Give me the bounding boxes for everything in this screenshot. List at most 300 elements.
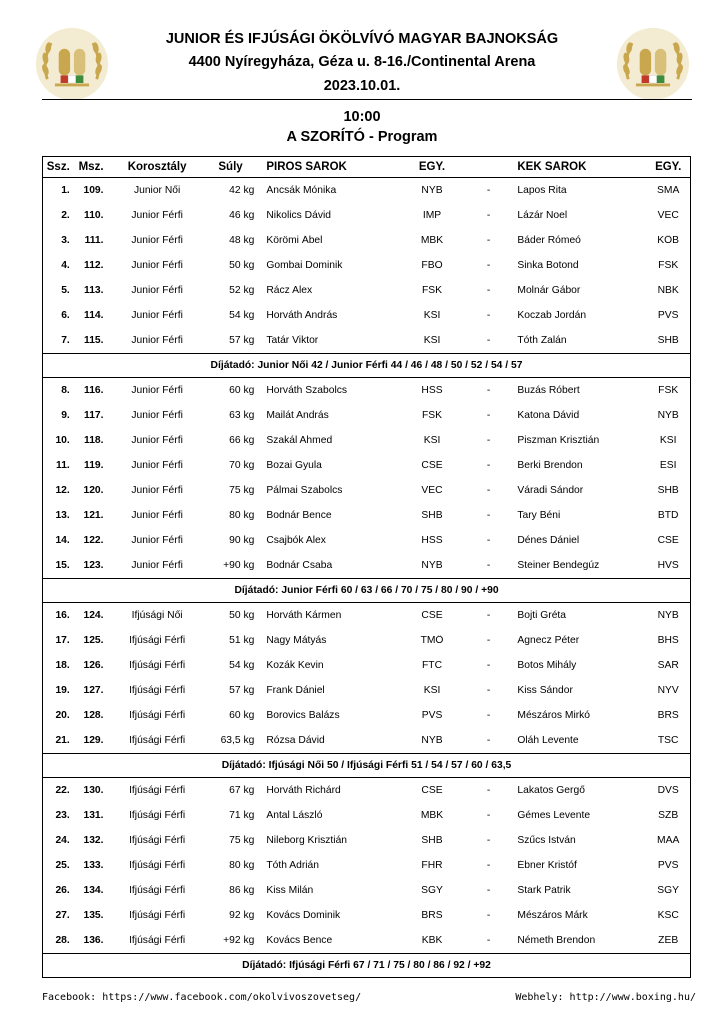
red-corner-name: Tóth Adrián [266, 860, 320, 871]
versus-dash: - [486, 560, 491, 571]
table-row [43, 803, 690, 828]
match-number: 123. [83, 560, 104, 571]
red-corner-club: FBO [421, 260, 443, 271]
age-category: Ifjúsági Férfi [129, 710, 186, 721]
match-number: 127. [83, 685, 104, 696]
blue-corner-club: SAR [657, 660, 679, 671]
versus-dash: - [486, 835, 491, 846]
versus-dash: - [486, 685, 491, 696]
event-date: 2023.10.01. [323, 78, 401, 94]
red-corner-name: Gombai Dominik [266, 260, 343, 271]
age-category: Junior Férfi [131, 535, 183, 546]
red-corner-club: NYB [421, 735, 443, 746]
bout-number: 8. [61, 385, 70, 396]
weight-class: 70 kg [229, 460, 255, 471]
match-number: 132. [83, 835, 104, 846]
blue-corner-club: SGY [657, 885, 680, 896]
table-row [43, 278, 690, 303]
match-number: 133. [83, 860, 104, 871]
red-corner-name: Borovics Balázs [266, 710, 340, 721]
column-header-egy-blue: EGY. [655, 161, 682, 173]
red-corner-club: KBK [421, 935, 443, 946]
age-category: Junior Férfi [131, 410, 183, 421]
blue-corner-name: Ébner Kristóf [517, 860, 577, 871]
table-row [43, 778, 690, 803]
weight-class: 86 kg [229, 885, 255, 896]
blue-corner-club: HVS [657, 560, 679, 571]
weight-class: 50 kg [229, 260, 255, 271]
program-time: 10:00 [343, 109, 381, 125]
header-divider [42, 99, 692, 100]
red-corner-club: IMP [422, 210, 442, 221]
table-row [43, 403, 690, 428]
match-number: 135. [83, 910, 104, 921]
column-header-msz: Msz. [78, 161, 104, 173]
red-corner-name: Nagy Mátyás [266, 635, 327, 646]
weight-class: 75 kg [229, 485, 255, 496]
age-category: Junior Férfi [131, 460, 183, 471]
match-number: 134. [83, 885, 104, 896]
age-category: Junior Férfi [131, 310, 183, 321]
blue-corner-name: Bojti Gréta [517, 610, 567, 621]
award-ceremony-row: Díjátadó: Ifjúsági Férfi 67 / 71 / 75 / 80 / 86 / 92 / +92 [43, 953, 690, 977]
table-row [43, 653, 690, 678]
table-row [43, 253, 690, 278]
age-category: Ifjúsági Férfi [129, 785, 186, 796]
weight-class: 63 kg [229, 410, 255, 421]
versus-dash: - [486, 385, 491, 396]
match-number: 131. [83, 810, 104, 821]
weight-class: 60 kg [229, 385, 255, 396]
match-number: 126. [83, 660, 104, 671]
bout-number: 14. [55, 535, 70, 546]
match-number: 128. [83, 710, 104, 721]
versus-dash: - [486, 910, 491, 921]
versus-dash: - [486, 735, 491, 746]
blue-corner-club: NYB [657, 610, 679, 621]
table-row [43, 828, 690, 853]
versus-dash: - [486, 460, 491, 471]
age-category: Junior Férfi [131, 385, 183, 396]
table-row [43, 453, 690, 478]
age-category: Ifjúsági Férfi [129, 635, 186, 646]
blue-corner-name: Gémes Levente [517, 810, 591, 821]
blue-corner-club: ZEB [658, 935, 679, 946]
red-corner-name: Horváth Richárd [266, 785, 341, 796]
age-category: Ifjúsági Női [131, 610, 183, 621]
red-corner-name: Frank Dániel [266, 685, 325, 696]
bout-program-table [42, 156, 691, 978]
red-corner-club: PVS [421, 710, 443, 721]
blue-corner-club: MAA [657, 835, 680, 846]
match-number: 109. [83, 185, 104, 196]
red-corner-club: BRS [421, 910, 443, 921]
age-category: Ifjúsági Férfi [129, 835, 186, 846]
bout-number: 25. [55, 860, 70, 871]
red-corner-club: CSE [421, 460, 443, 471]
bout-number: 19. [55, 685, 70, 696]
table-row [43, 178, 690, 203]
bout-number: 3. [61, 235, 70, 246]
blue-corner-name: Oláh Levente [517, 735, 579, 746]
weight-class: 90 kg [229, 535, 255, 546]
blue-corner-club: NBK [657, 285, 679, 296]
weight-class: +90 kg [223, 560, 255, 571]
blue-corner-club: KSC [657, 910, 679, 921]
weight-class: 71 kg [229, 810, 255, 821]
red-corner-club: FHR [421, 860, 443, 871]
red-corner-name: Nileborg Krisztián [266, 835, 348, 846]
bout-number: 7. [61, 335, 70, 346]
program-subtitle: A SZORÍTÓ - Program [286, 129, 438, 145]
match-number: 115. [84, 335, 104, 346]
versus-dash: - [486, 885, 491, 896]
red-corner-club: FSK [421, 410, 443, 421]
red-corner-club: MBK [420, 810, 444, 821]
footer-website-link[interactable]: Webhely: http://www.boxing.hu/ [515, 992, 696, 1003]
weight-class: +92 kg [223, 935, 255, 946]
versus-dash: - [486, 610, 491, 621]
match-number: 114. [84, 310, 104, 321]
match-number: 125. [83, 635, 104, 646]
red-corner-club: KSI [423, 310, 441, 321]
red-corner-name: Bozai Gyula [266, 460, 322, 471]
match-number: 112. [84, 260, 104, 271]
bout-number: 2. [61, 210, 70, 221]
weight-class: 92 kg [229, 910, 255, 921]
column-header-ssz: Ssz. [46, 161, 70, 173]
age-category: Junior Férfi [131, 485, 183, 496]
blue-corner-name: Kiss Sándor [517, 685, 573, 696]
age-category: Junior Férfi [131, 510, 183, 521]
column-header-suly: Súly [218, 161, 243, 173]
event-title: JUNIOR ÉS IFJÚSÁGI ÖKÖLVÍVÓ MAGYAR BAJNOKSÁG [165, 31, 559, 47]
weight-class: 48 kg [229, 235, 255, 246]
age-category: Junior Férfi [131, 235, 183, 246]
match-number: 113. [84, 285, 104, 296]
red-corner-club: SHB [421, 510, 443, 521]
blue-corner-name: Piszman Krisztián [517, 435, 600, 446]
column-header-egy-red: EGY. [418, 161, 446, 173]
red-corner-name: Rózsa Dávid [266, 735, 325, 746]
weight-class: 63,5 kg [220, 735, 255, 746]
red-corner-club: NYB [421, 185, 443, 196]
weight-class: 57 kg [229, 685, 255, 696]
bout-number: 20. [55, 710, 70, 721]
blue-corner-club: ESI [659, 460, 677, 471]
age-category: Junior Női [133, 185, 181, 196]
blue-corner-club: VEC [657, 210, 679, 221]
red-corner-name: Kozák Kevin [266, 660, 324, 671]
table-row [43, 678, 690, 703]
versus-dash: - [486, 285, 491, 296]
weight-class: 52 kg [229, 285, 255, 296]
bout-number: 12. [55, 485, 70, 496]
table-row [43, 378, 690, 403]
red-corner-name: Kovács Dominik [266, 910, 341, 921]
red-corner-club: CSE [421, 785, 443, 796]
weight-class: 60 kg [229, 710, 255, 721]
red-corner-club: KSI [423, 335, 441, 346]
blue-corner-club: SHB [657, 335, 679, 346]
blue-corner-name: Tóth Zalán [517, 335, 567, 346]
age-category: Ifjúsági Férfi [129, 735, 186, 746]
award-ceremony-row: Díjátadó: Junior Férfi 60 / 63 / 66 / 70 / 75 / 80 / 90 / +90 [43, 578, 690, 603]
table-row [43, 703, 690, 728]
blue-corner-name: Koczab Jordán [517, 310, 587, 321]
table-row [43, 528, 690, 553]
weight-class: 51 kg [229, 635, 255, 646]
match-number: 122. [83, 535, 104, 546]
versus-dash: - [486, 485, 491, 496]
versus-dash: - [486, 785, 491, 796]
match-number: 129. [83, 735, 104, 746]
blue-corner-club: NYB [657, 410, 679, 421]
weight-class: 80 kg [229, 860, 255, 871]
red-corner-name: Szakál Ahmed [266, 435, 333, 446]
blue-corner-name: Tary Béni [517, 510, 561, 521]
weight-class: 75 kg [229, 835, 255, 846]
bout-number: 1. [61, 185, 70, 196]
table-row [43, 728, 690, 753]
column-header-korosztaly: Korosztály [127, 161, 187, 173]
blue-corner-club: SHB [657, 485, 679, 496]
match-number: 110. [84, 210, 104, 221]
blue-corner-name: Berki Brendon [517, 460, 583, 471]
bout-number: 24. [55, 835, 70, 846]
blue-corner-name: Molnár Gábor [517, 285, 581, 296]
blue-corner-name: Steiner Bendegúz [517, 560, 600, 571]
blue-corner-club: BRS [657, 710, 679, 721]
blue-corner-club: CSE [657, 535, 679, 546]
versus-dash: - [486, 635, 491, 646]
table-row [43, 503, 690, 528]
red-corner-name: Pálmai Szabolcs [266, 485, 343, 496]
blue-corner-club: PVS [657, 310, 679, 321]
age-category: Junior Férfi [131, 260, 183, 271]
age-category: Ifjúsági Férfi [129, 910, 186, 921]
versus-dash: - [486, 935, 491, 946]
footer-facebook-link[interactable]: Facebook: https://www.facebook.com/okolvivoszovetseg/ [42, 992, 362, 1003]
bout-number: 16. [55, 610, 70, 621]
table-row [43, 428, 690, 453]
blue-corner-name: Váradi Sándor [517, 485, 584, 496]
column-header-piros-sarok: PIROS SAROK [266, 161, 347, 173]
age-category: Ifjúsági Férfi [129, 935, 186, 946]
versus-dash: - [486, 710, 491, 721]
red-corner-name: Tatár Viktor [266, 335, 319, 346]
red-corner-club: FSK [421, 285, 443, 296]
red-corner-name: Nikolics Dávid [266, 210, 332, 221]
weight-class: 57 kg [229, 335, 255, 346]
blue-corner-name: Báder Rómeó [517, 235, 581, 246]
column-header-kek-sarok: KÉK SAROK [517, 161, 587, 173]
blue-corner-club: KSI [659, 435, 677, 446]
red-corner-club: MBK [420, 235, 444, 246]
table-row [43, 628, 690, 653]
match-number: 124. [83, 610, 104, 621]
red-corner-club: NYB [421, 560, 443, 571]
table-row [43, 303, 690, 328]
bout-number: 17. [55, 635, 70, 646]
versus-dash: - [486, 660, 491, 671]
versus-dash: - [486, 235, 491, 246]
blue-corner-name: Németh Brendon [517, 935, 596, 946]
bout-number: 28. [55, 935, 70, 946]
blue-corner-club: BTD [657, 510, 679, 521]
bout-number: 26. [55, 885, 70, 896]
versus-dash: - [486, 210, 491, 221]
bout-number: 6. [61, 310, 70, 321]
versus-dash: - [486, 810, 491, 821]
match-number: 130. [83, 785, 104, 796]
age-category: Junior Férfi [131, 210, 183, 221]
blue-corner-club: SZB [658, 810, 679, 821]
blue-corner-club: DVS [657, 785, 679, 796]
weight-class: 42 kg [229, 185, 255, 196]
match-number: 119. [84, 460, 104, 471]
red-corner-name: Körömi Ábel [266, 235, 323, 246]
red-corner-name: Horváth Kármen [266, 610, 342, 621]
match-number: 116. [84, 385, 104, 396]
weight-class: 50 kg [229, 610, 255, 621]
red-corner-club: CSE [421, 610, 443, 621]
age-category: Junior Férfi [131, 435, 183, 446]
weight-class: 80 kg [229, 510, 255, 521]
blue-corner-name: Lapos Rita [517, 185, 567, 196]
red-corner-name: Bodnár Csaba [266, 560, 333, 571]
bout-number: 4. [61, 260, 70, 271]
award-ceremony-row: Díjátadó: Ifjúsági Női 50 / Ifjúsági Férfi 51 / 54 / 57 / 60 / 63,5 [43, 753, 690, 778]
versus-dash: - [486, 185, 491, 196]
bout-number: 27. [55, 910, 70, 921]
table-row [43, 478, 690, 503]
bout-number: 22. [55, 785, 70, 796]
age-category: Ifjúsági Férfi [129, 885, 186, 896]
blue-corner-name: Stark Patrik [517, 885, 571, 896]
bout-number: 11. [56, 460, 70, 471]
table-row [43, 878, 690, 903]
blue-corner-club: FSK [658, 385, 679, 396]
versus-dash: - [486, 410, 491, 421]
blue-corner-name: Mészáros Márk [517, 910, 588, 921]
match-number: 120. [83, 485, 104, 496]
table-row [43, 603, 690, 628]
versus-dash: - [486, 310, 491, 321]
red-corner-name: Kovács Bence [266, 935, 333, 946]
table-row [43, 328, 690, 353]
weight-class: 66 kg [229, 435, 255, 446]
blue-corner-name: Lakatos Gergő [517, 785, 585, 796]
versus-dash: - [486, 510, 491, 521]
red-corner-name: Horváth Szabolcs [266, 385, 348, 396]
bout-number: 21. [55, 735, 70, 746]
blue-corner-club: KÖB [657, 235, 680, 246]
blue-corner-name: Botos Mihály [517, 660, 577, 671]
blue-corner-name: Dénes Dániel [517, 535, 580, 546]
match-number: 121. [83, 510, 104, 521]
award-ceremony-row: Díjátadó: Junior Női 42 / Junior Férfi 44 / 46 / 48 / 50 / 52 / 54 / 57 [43, 353, 690, 378]
match-number: 136. [83, 935, 104, 946]
blue-corner-name: Mészáros Mirkó [517, 710, 591, 721]
table-header-row [43, 157, 690, 178]
weight-class: 54 kg [229, 310, 255, 321]
bout-number: 18. [55, 660, 70, 671]
blue-corner-club: SMA [657, 185, 680, 196]
blue-corner-name: Buzás Róbert [517, 385, 580, 396]
blue-corner-club: BHS [657, 635, 679, 646]
table-row [43, 553, 690, 578]
red-corner-name: Csajbók Alex [266, 535, 326, 546]
age-category: Ifjúsági Férfi [129, 810, 186, 821]
red-corner-name: Mailát András [266, 410, 329, 421]
table-row [43, 228, 690, 253]
red-corner-name: Bodnár Bence [266, 510, 332, 521]
age-category: Junior Férfi [131, 560, 183, 571]
red-corner-club: FTC [422, 660, 443, 671]
bout-number: 13. [55, 510, 70, 521]
red-corner-name: Horváth András [266, 310, 338, 321]
blue-corner-name: Agnecz Péter [517, 635, 580, 646]
red-corner-name: Kiss Milán [266, 885, 314, 896]
table-row [43, 903, 690, 928]
blue-corner-name: Sinka Botond [517, 260, 579, 271]
blue-corner-club: PVS [657, 860, 679, 871]
weight-class: 54 kg [229, 660, 255, 671]
red-corner-club: HSS [421, 385, 443, 396]
blue-corner-club: TSC [657, 735, 679, 746]
bout-number: 15. [55, 560, 70, 571]
table-row [43, 928, 690, 953]
age-category: Junior Férfi [131, 285, 183, 296]
bout-number: 9. [61, 410, 70, 421]
weight-class: 46 kg [229, 210, 255, 221]
versus-dash: - [486, 335, 491, 346]
blue-corner-club: NYV [657, 685, 679, 696]
red-corner-club: KSI [423, 435, 441, 446]
red-corner-name: Rácz Alex [266, 285, 313, 296]
age-category: Junior Férfi [131, 335, 183, 346]
match-number: 118. [84, 435, 104, 446]
blue-corner-club: FSK [658, 260, 679, 271]
red-corner-club: KSI [423, 685, 441, 696]
age-category: Ifjúsági Férfi [129, 860, 186, 871]
red-corner-club: SHB [421, 835, 443, 846]
blue-corner-name: Katona Dávid [517, 410, 580, 421]
red-corner-name: Antal László [266, 810, 323, 821]
red-corner-club: SGY [421, 885, 443, 896]
match-number: 117. [84, 410, 104, 421]
versus-dash: - [486, 860, 491, 871]
red-corner-name: Áncsák Mónika [266, 185, 337, 196]
event-venue: 4400 Nyíregyháza, Géza u. 8-16./Continental Arena [188, 54, 536, 70]
table-row [43, 203, 690, 228]
bout-number: 5. [61, 285, 70, 296]
blue-corner-name: Lázár Noel [517, 210, 568, 221]
bout-number: 10. [55, 435, 70, 446]
match-number: 111. [84, 235, 104, 246]
red-corner-club: HSS [421, 535, 443, 546]
versus-dash: - [486, 260, 491, 271]
age-category: Ifjúsági Férfi [129, 685, 186, 696]
red-corner-club: TMÖ [420, 635, 444, 646]
red-corner-club: VEC [421, 485, 443, 496]
versus-dash: - [486, 435, 491, 446]
table-row [43, 853, 690, 878]
weight-class: 67 kg [229, 785, 255, 796]
versus-dash: - [486, 535, 491, 546]
blue-corner-name: Szűcs István [517, 835, 576, 846]
